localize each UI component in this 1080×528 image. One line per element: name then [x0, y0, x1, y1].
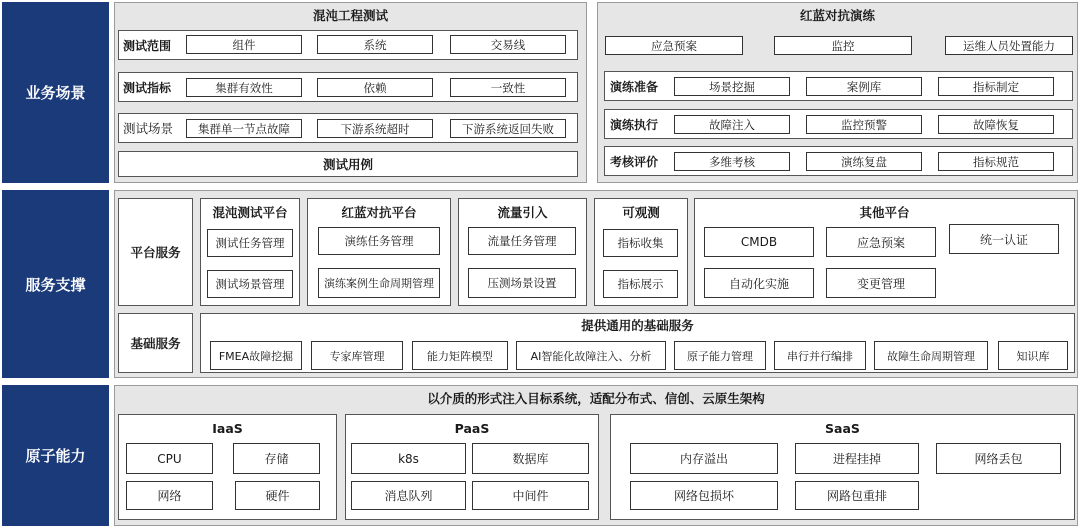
- chaos-engineering-title: 混沌工程测试: [312, 8, 388, 23]
- red-blue-exercise-title: 红蓝对抗演练: [799, 8, 875, 23]
- basic-service-item: AI智能化故障注入、分析: [516, 341, 666, 370]
- scope-item: 交易线: [450, 35, 566, 54]
- atomic-item: 消息队列: [351, 481, 466, 510]
- basic-service-item: 故障生命周期管理: [874, 341, 988, 370]
- section-business-scenario: 业务场景: [2, 2, 109, 183]
- atomic-capability-title: 以介质的形式注入目标系统，适配分布式、信创、云原生架构: [427, 391, 765, 406]
- basic-service-item: 专家库管理: [311, 341, 403, 370]
- test-scene-label: 测试场景: [123, 121, 174, 136]
- prep-item: 指标制定: [938, 77, 1054, 96]
- atomic-item: 网络丢包: [936, 443, 1061, 474]
- atomic-item: 网路包重排: [795, 481, 919, 510]
- scene-item: 下游系统超时: [317, 119, 433, 138]
- platform-item: 自动化实施: [704, 268, 814, 298]
- test-scope-label: 测试范围: [123, 38, 172, 53]
- section-service-support: 服务支撑: [2, 190, 109, 378]
- basic-service-item: 知识库: [998, 341, 1068, 370]
- metric-item: 依赖: [317, 78, 433, 97]
- scope-item: 组件: [186, 35, 302, 54]
- atomic-item: 硬件: [235, 481, 320, 510]
- platform-item: 演练任务管理: [318, 227, 440, 255]
- exec-item: 故障注入: [674, 115, 790, 134]
- platform-item: 测试场景管理: [207, 270, 293, 298]
- platform-item: 变更管理: [826, 268, 936, 298]
- basic-service-item: 能力矩阵模型: [412, 341, 508, 370]
- exec-item: 监控预警: [806, 115, 922, 134]
- platform-item: 演练案例生命周期管理: [318, 268, 440, 298]
- exercise-prep-label: 演练准备: [610, 79, 659, 94]
- platform-services-label: 平台服务: [118, 198, 193, 306]
- assessment-label: 考核评价: [610, 154, 659, 169]
- red-blue-platform-title: 红蓝对抗平台: [341, 205, 417, 220]
- platform-item: 应急预案: [826, 227, 936, 257]
- atomic-item: 内存溢出: [630, 443, 778, 474]
- prep-item: 案例库: [806, 77, 922, 96]
- basic-service-item: 串行并行编排: [774, 341, 866, 370]
- other-platforms-title: 其他平台: [859, 205, 910, 220]
- basic-service-item: FMEA故障挖掘: [210, 341, 302, 370]
- traffic-import-title: 流量引入: [497, 205, 548, 220]
- redblue-top-item: 应急预案: [605, 36, 743, 55]
- platform-item: CMDB: [704, 227, 814, 257]
- paas-title: PaaS: [454, 420, 490, 436]
- atomic-item: 存储: [233, 443, 320, 474]
- atomic-item: 中间件: [472, 481, 589, 510]
- observability-title: 可观测: [622, 205, 660, 220]
- platform-item: 流量任务管理: [468, 227, 576, 255]
- platform-item: 统一认证: [949, 224, 1059, 254]
- atomic-item: 进程挂掉: [795, 443, 919, 474]
- eval-item: 指标规范: [938, 152, 1054, 171]
- basic-service-item: 原子能力管理: [674, 341, 766, 370]
- atomic-item: 数据库: [472, 443, 589, 474]
- eval-item: 多维考核: [674, 152, 790, 171]
- iaas-title: IaaS: [212, 420, 243, 436]
- chaos-test-platform-title: 混沌测试平台: [212, 205, 288, 220]
- metric-item: 一致性: [450, 78, 566, 97]
- scene-item: 下游系统返回失败: [450, 119, 566, 138]
- basic-services-title: 提供通用的基础服务: [581, 318, 694, 333]
- section-atomic-capability: 原子能力: [2, 385, 109, 526]
- eval-item: 演练复盘: [806, 152, 922, 171]
- redblue-top-item: 运维人员处置能力: [945, 36, 1073, 55]
- atomic-item: CPU: [126, 443, 213, 474]
- atomic-item: k8s: [351, 443, 466, 474]
- test-metric-label: 测试指标: [123, 80, 172, 95]
- test-cases-box: 测试用例: [118, 151, 578, 177]
- platform-item: 测试任务管理: [207, 229, 293, 257]
- basic-services-label: 基础服务: [118, 313, 193, 373]
- platform-item: 指标展示: [603, 270, 678, 298]
- scene-item: 集群单一节点故障: [186, 119, 302, 138]
- scope-item: 系统: [317, 35, 433, 54]
- atomic-item: 网络: [126, 481, 213, 510]
- prep-item: 场景挖掘: [674, 77, 790, 96]
- metric-item: 集群有效性: [186, 78, 302, 97]
- platform-item: 压测场景设置: [468, 268, 576, 298]
- exec-item: 故障恢复: [938, 115, 1054, 134]
- atomic-item: 网络包损坏: [630, 481, 778, 510]
- saas-title: SaaS: [825, 420, 860, 436]
- platform-item: 指标收集: [603, 229, 678, 257]
- redblue-top-item: 监控: [774, 36, 912, 55]
- exercise-exec-label: 演练执行: [610, 117, 659, 132]
